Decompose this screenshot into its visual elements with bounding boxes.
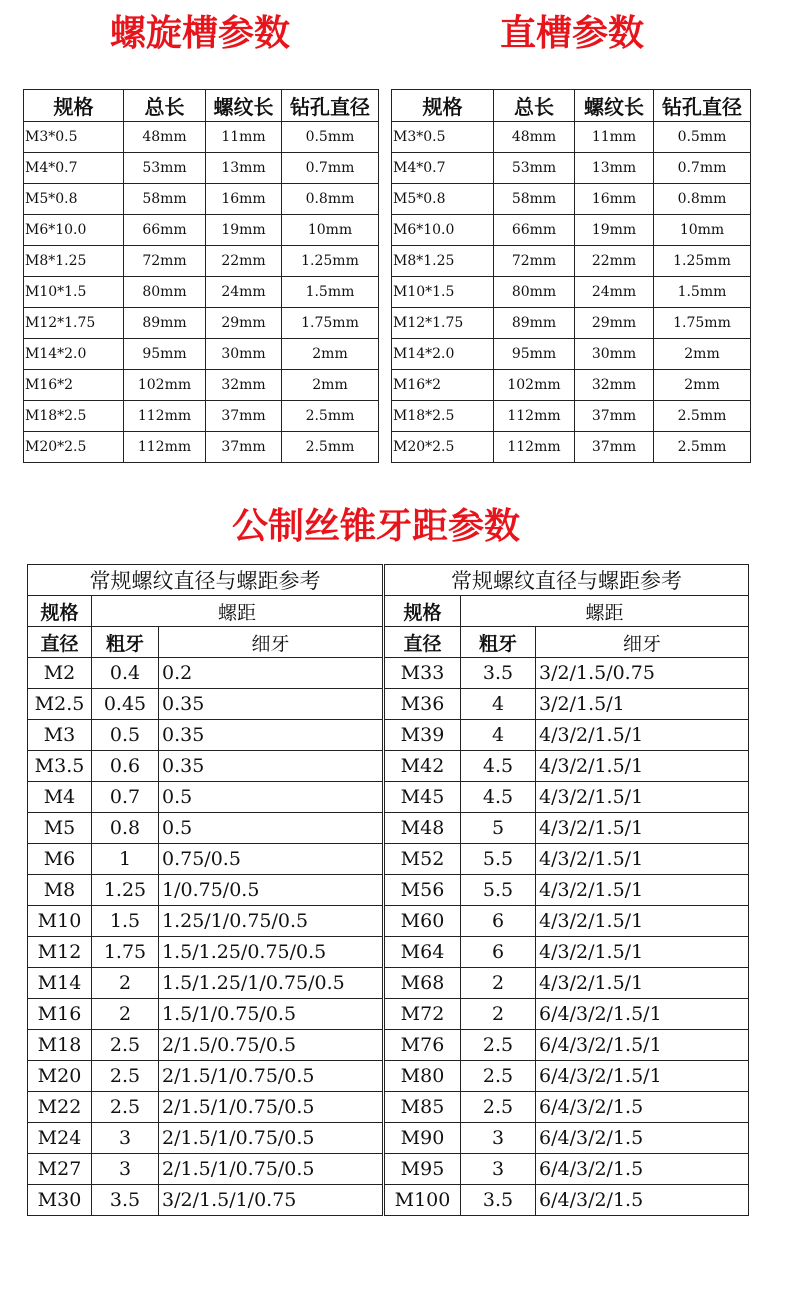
drill-diameter-cell: 2mm: [282, 370, 379, 401]
diameter-label: 直径: [28, 627, 92, 658]
drill-diameter-cell: 0.5mm: [282, 122, 379, 153]
header-spec: 规格: [392, 90, 494, 122]
fine-pitch-cell: 4/3/2/1.5/1: [536, 844, 749, 875]
pitch-table-title: 常规螺纹直径与螺距参考: [385, 565, 749, 596]
total-length-cell: 66mm: [124, 215, 206, 246]
spec-cell: M8*1.25: [24, 246, 124, 277]
total-length-cell: 58mm: [124, 184, 206, 215]
coarse-pitch-cell: 2.5: [92, 1030, 159, 1061]
diameter-cell: M27: [28, 1154, 92, 1185]
total-length-cell: 112mm: [124, 401, 206, 432]
thread-length-cell: 32mm: [206, 370, 282, 401]
pitch-table-title: 常规螺纹直径与螺距参考: [28, 565, 383, 596]
table-row: [24, 401, 379, 432]
coarse-pitch-cell: 2.5: [461, 1092, 536, 1123]
table-row: [28, 813, 383, 844]
diameter-cell: M10: [28, 906, 92, 937]
thread-length-cell: 30mm: [575, 339, 654, 370]
total-length-cell: 102mm: [124, 370, 206, 401]
spec-cell: M6*10.0: [392, 215, 494, 246]
pitch-table-left: [27, 564, 383, 1216]
coarse-pitch-cell: 2: [461, 999, 536, 1030]
total-length-cell: 102mm: [494, 370, 575, 401]
diameter-label: 直径: [385, 627, 461, 658]
diameter-cell: M36: [385, 689, 461, 720]
table-row: [385, 1123, 749, 1154]
drill-diameter-cell: 0.7mm: [282, 153, 379, 184]
fine-pitch-cell: 4/3/2/1.5/1: [536, 906, 749, 937]
thread-length-cell: 19mm: [206, 215, 282, 246]
table-row: [24, 370, 379, 401]
fine-pitch-cell: 4/3/2/1.5/1: [536, 751, 749, 782]
table-row: [28, 782, 383, 813]
total-length-cell: 95mm: [494, 339, 575, 370]
spec-cell: M20*2.5: [392, 432, 494, 463]
table-row: [28, 1030, 383, 1061]
table-row: [24, 153, 379, 184]
spec-cell: M12*1.75: [392, 308, 494, 339]
total-length-cell: 80mm: [494, 277, 575, 308]
coarse-pitch-cell: 1: [92, 844, 159, 875]
fine-pitch-cell: 0.35: [159, 751, 383, 782]
coarse-pitch-cell: 6: [461, 937, 536, 968]
table-row: [28, 1185, 383, 1216]
straight-flute-title: 直槽参数: [500, 13, 645, 54]
thread-length-cell: 22mm: [575, 246, 654, 277]
straight-flute-table: [391, 89, 751, 463]
table-row: [24, 215, 379, 246]
thread-length-cell: 22mm: [206, 246, 282, 277]
diameter-cell: M8: [28, 875, 92, 906]
header-total-length: 总长: [124, 90, 206, 122]
fine-pitch-cell: 0.35: [159, 689, 383, 720]
table-row: [28, 906, 383, 937]
table-row: [392, 370, 751, 401]
total-length-cell: 112mm: [494, 401, 575, 432]
table-row: [392, 184, 751, 215]
fine-pitch-cell: 4/3/2/1.5/1: [536, 720, 749, 751]
fine-pitch-cell: 3/2/1.5/0.75: [536, 658, 749, 689]
table-row: [28, 968, 383, 999]
table-row: [24, 432, 379, 463]
table-row: [28, 937, 383, 968]
table-row: [392, 153, 751, 184]
spec-cell: M3*0.5: [392, 122, 494, 153]
table-row: [385, 813, 749, 844]
pitch-label: 螺距: [92, 596, 383, 627]
table-row: [28, 844, 383, 875]
spec-cell: M10*1.5: [392, 277, 494, 308]
fine-pitch-cell: 2/1.5/1/0.75/0.5: [159, 1123, 383, 1154]
fine-pitch-cell: 0.35: [159, 720, 383, 751]
total-length-cell: 72mm: [124, 246, 206, 277]
table-row: [28, 1154, 383, 1185]
coarse-pitch-cell: 3: [461, 1123, 536, 1154]
thread-length-cell: 24mm: [575, 277, 654, 308]
table-row: [28, 658, 383, 689]
coarse-pitch-cell: 0.4: [92, 658, 159, 689]
diameter-cell: M39: [385, 720, 461, 751]
spec-cell: M8*1.25: [392, 246, 494, 277]
drill-diameter-cell: 0.8mm: [282, 184, 379, 215]
drill-diameter-cell: 2.5mm: [282, 401, 379, 432]
total-length-cell: 112mm: [494, 432, 575, 463]
thread-length-cell: 30mm: [206, 339, 282, 370]
thread-length-cell: 37mm: [206, 401, 282, 432]
total-length-cell: 89mm: [124, 308, 206, 339]
spec-cell: M14*2.0: [24, 339, 124, 370]
drill-diameter-cell: 0.5mm: [654, 122, 751, 153]
diameter-cell: M4: [28, 782, 92, 813]
drill-diameter-cell: 10mm: [282, 215, 379, 246]
table-row: [28, 1092, 383, 1123]
table-row: [28, 999, 383, 1030]
table-row: [392, 277, 751, 308]
header-thread-length: 螺纹长: [575, 90, 654, 122]
fine-pitch-cell: 1.5/1.25/1/0.75/0.5: [159, 968, 383, 999]
diameter-cell: M85: [385, 1092, 461, 1123]
fine-pitch-cell: 1.5/1/0.75/0.5: [159, 999, 383, 1030]
fine-pitch-cell: 6/4/3/2/1.5/1: [536, 1030, 749, 1061]
pitch-table-right: [384, 564, 749, 1216]
coarse-label: 粗牙: [92, 627, 159, 658]
fine-pitch-cell: 1/0.75/0.5: [159, 875, 383, 906]
table-row: [385, 782, 749, 813]
fine-pitch-cell: 4/3/2/1.5/1: [536, 875, 749, 906]
table-row: [392, 339, 751, 370]
coarse-pitch-cell: 1.25: [92, 875, 159, 906]
thread-length-cell: 19mm: [575, 215, 654, 246]
diameter-cell: M14: [28, 968, 92, 999]
fine-pitch-cell: 1.5/1.25/0.75/0.5: [159, 937, 383, 968]
diameter-cell: M90: [385, 1123, 461, 1154]
drill-diameter-cell: 2.5mm: [282, 432, 379, 463]
drill-diameter-cell: 2.5mm: [654, 401, 751, 432]
table-row: [385, 906, 749, 937]
spec-label: 规格: [28, 596, 92, 627]
coarse-pitch-cell: 2.5: [92, 1061, 159, 1092]
fine-pitch-cell: 2/1.5/1/0.75/0.5: [159, 1154, 383, 1185]
table-row: [385, 751, 749, 782]
total-length-cell: 72mm: [494, 246, 575, 277]
thread-length-cell: 29mm: [575, 308, 654, 339]
coarse-pitch-cell: 0.6: [92, 751, 159, 782]
drill-diameter-cell: 2mm: [654, 339, 751, 370]
coarse-pitch-cell: 2: [92, 968, 159, 999]
diameter-cell: M12: [28, 937, 92, 968]
coarse-pitch-cell: 3.5: [461, 1185, 536, 1216]
fine-pitch-cell: 6/4/3/2/1.5: [536, 1123, 749, 1154]
header-thread-length: 螺纹长: [206, 90, 282, 122]
spec-cell: M18*2.5: [392, 401, 494, 432]
table-row: [28, 689, 383, 720]
table-row: [385, 658, 749, 689]
table-row: [385, 1185, 749, 1216]
diameter-cell: M2.5: [28, 689, 92, 720]
table-row: [385, 968, 749, 999]
table-row: [385, 937, 749, 968]
table-row: [24, 122, 379, 153]
diameter-cell: M48: [385, 813, 461, 844]
total-length-cell: 48mm: [124, 122, 206, 153]
table-row: [24, 246, 379, 277]
fine-pitch-cell: 3/2/1.5/1/0.75: [159, 1185, 383, 1216]
total-length-cell: 48mm: [494, 122, 575, 153]
coarse-pitch-cell: 4: [461, 720, 536, 751]
drill-diameter-cell: 1.25mm: [282, 246, 379, 277]
table-row: [392, 246, 751, 277]
coarse-label: 粗牙: [461, 627, 536, 658]
fine-label: 细牙: [536, 627, 749, 658]
coarse-pitch-cell: 4: [461, 689, 536, 720]
spec-cell: M4*0.7: [392, 153, 494, 184]
spec-cell: M4*0.7: [24, 153, 124, 184]
thread-length-cell: 13mm: [206, 153, 282, 184]
thread-length-cell: 32mm: [575, 370, 654, 401]
diameter-cell: M18: [28, 1030, 92, 1061]
coarse-pitch-cell: 6: [461, 906, 536, 937]
coarse-pitch-cell: 1.75: [92, 937, 159, 968]
metric-pitch-title: 公制丝锥牙距参数: [232, 506, 521, 547]
table-row: [24, 277, 379, 308]
table-row: [24, 308, 379, 339]
coarse-pitch-cell: 4.5: [461, 751, 536, 782]
spiral-flute-title: 螺旋槽参数: [110, 13, 291, 54]
coarse-pitch-cell: 2.5: [92, 1092, 159, 1123]
thread-length-cell: 11mm: [206, 122, 282, 153]
total-length-cell: 58mm: [494, 184, 575, 215]
coarse-pitch-cell: 4.5: [461, 782, 536, 813]
drill-diameter-cell: 0.7mm: [654, 153, 751, 184]
table-row: [385, 1092, 749, 1123]
header-drill-diameter: 钻孔直径: [654, 90, 751, 122]
fine-pitch-cell: 4/3/2/1.5/1: [536, 968, 749, 999]
table-row: [385, 1154, 749, 1185]
coarse-pitch-cell: 2: [92, 999, 159, 1030]
fine-pitch-cell: 6/4/3/2/1.5: [536, 1154, 749, 1185]
coarse-pitch-cell: 1.5: [92, 906, 159, 937]
fine-pitch-cell: 4/3/2/1.5/1: [536, 782, 749, 813]
fine-pitch-cell: 0.5: [159, 782, 383, 813]
fine-pitch-cell: 0.5: [159, 813, 383, 844]
table-row: [385, 844, 749, 875]
table-row: [385, 1061, 749, 1092]
fine-pitch-cell: 0.2: [159, 658, 383, 689]
diameter-cell: M33: [385, 658, 461, 689]
thread-length-cell: 29mm: [206, 308, 282, 339]
diameter-cell: M5: [28, 813, 92, 844]
coarse-pitch-cell: 5.5: [461, 844, 536, 875]
diameter-cell: M2: [28, 658, 92, 689]
drill-diameter-cell: 1.75mm: [654, 308, 751, 339]
coarse-pitch-cell: 0.5: [92, 720, 159, 751]
drill-diameter-cell: 2mm: [282, 339, 379, 370]
spec-cell: M12*1.75: [24, 308, 124, 339]
fine-pitch-cell: 1.25/1/0.75/0.5: [159, 906, 383, 937]
coarse-pitch-cell: 3: [461, 1154, 536, 1185]
diameter-cell: M20: [28, 1061, 92, 1092]
spec-cell: M20*2.5: [24, 432, 124, 463]
fine-pitch-cell: 2/1.5/1/0.75/0.5: [159, 1061, 383, 1092]
diameter-cell: M76: [385, 1030, 461, 1061]
thread-length-cell: 37mm: [206, 432, 282, 463]
spec-label: 规格: [385, 596, 461, 627]
coarse-pitch-cell: 3: [92, 1123, 159, 1154]
thread-length-cell: 16mm: [206, 184, 282, 215]
thread-length-cell: 13mm: [575, 153, 654, 184]
pitch-label: 螺距: [461, 596, 749, 627]
fine-pitch-cell: 6/4/3/2/1.5/1: [536, 1061, 749, 1092]
fine-pitch-cell: 2/1.5/1/0.75/0.5: [159, 1092, 383, 1123]
thread-length-cell: 37mm: [575, 401, 654, 432]
table-row: [385, 875, 749, 906]
spec-cell: M18*2.5: [24, 401, 124, 432]
fine-pitch-cell: 6/4/3/2/1.5/1: [536, 999, 749, 1030]
diameter-cell: M95: [385, 1154, 461, 1185]
thread-length-cell: 11mm: [575, 122, 654, 153]
fine-label: 细牙: [159, 627, 383, 658]
coarse-pitch-cell: 0.45: [92, 689, 159, 720]
spiral-flute-table: [23, 89, 379, 463]
diameter-cell: M6: [28, 844, 92, 875]
thread-length-cell: 37mm: [575, 432, 654, 463]
drill-diameter-cell: 10mm: [654, 215, 751, 246]
diameter-cell: M52: [385, 844, 461, 875]
total-length-cell: 80mm: [124, 277, 206, 308]
coarse-pitch-cell: 3.5: [92, 1185, 159, 1216]
header-total-length: 总长: [494, 90, 575, 122]
thread-length-cell: 24mm: [206, 277, 282, 308]
spec-cell: M14*2.0: [392, 339, 494, 370]
spec-cell: M5*0.8: [24, 184, 124, 215]
drill-diameter-cell: 1.75mm: [282, 308, 379, 339]
diameter-cell: M80: [385, 1061, 461, 1092]
total-length-cell: 66mm: [494, 215, 575, 246]
diameter-cell: M3: [28, 720, 92, 751]
table-row: [28, 1123, 383, 1154]
table-row: [392, 401, 751, 432]
diameter-cell: M56: [385, 875, 461, 906]
fine-pitch-cell: 0.75/0.5: [159, 844, 383, 875]
coarse-pitch-cell: 3.5: [461, 658, 536, 689]
spec-cell: M16*2: [392, 370, 494, 401]
coarse-pitch-cell: 0.7: [92, 782, 159, 813]
fine-pitch-cell: 6/4/3/2/1.5: [536, 1092, 749, 1123]
diameter-cell: M30: [28, 1185, 92, 1216]
table-row: [28, 720, 383, 751]
table-row: [392, 215, 751, 246]
total-length-cell: 53mm: [124, 153, 206, 184]
table-row: [24, 339, 379, 370]
drill-diameter-cell: 1.5mm: [654, 277, 751, 308]
drill-diameter-cell: 1.5mm: [282, 277, 379, 308]
total-length-cell: 89mm: [494, 308, 575, 339]
fine-pitch-cell: 4/3/2/1.5/1: [536, 937, 749, 968]
fine-pitch-cell: 4/3/2/1.5/1: [536, 813, 749, 844]
coarse-pitch-cell: 2.5: [461, 1061, 536, 1092]
coarse-pitch-cell: 0.8: [92, 813, 159, 844]
spec-cell: M16*2: [24, 370, 124, 401]
spec-cell: M10*1.5: [24, 277, 124, 308]
diameter-cell: M42: [385, 751, 461, 782]
table-row: [28, 751, 383, 782]
diameter-cell: M68: [385, 968, 461, 999]
table-row: [385, 1030, 749, 1061]
diameter-cell: M24: [28, 1123, 92, 1154]
drill-diameter-cell: 0.8mm: [654, 184, 751, 215]
diameter-cell: M22: [28, 1092, 92, 1123]
table-row: [28, 875, 383, 906]
coarse-pitch-cell: 5: [461, 813, 536, 844]
table-row: [385, 999, 749, 1030]
drill-diameter-cell: 2mm: [654, 370, 751, 401]
table-row: [392, 308, 751, 339]
table-row: [392, 122, 751, 153]
drill-diameter-cell: 2.5mm: [654, 432, 751, 463]
coarse-pitch-cell: 3: [92, 1154, 159, 1185]
diameter-cell: M100: [385, 1185, 461, 1216]
diameter-cell: M60: [385, 906, 461, 937]
fine-pitch-cell: 3/2/1.5/1: [536, 689, 749, 720]
total-length-cell: 112mm: [124, 432, 206, 463]
coarse-pitch-cell: 2.5: [461, 1030, 536, 1061]
table-row: [28, 1061, 383, 1092]
fine-pitch-cell: 2/1.5/0.75/0.5: [159, 1030, 383, 1061]
header-spec: 规格: [24, 90, 124, 122]
fine-pitch-cell: 6/4/3/2/1.5: [536, 1185, 749, 1216]
spec-cell: M3*0.5: [24, 122, 124, 153]
coarse-pitch-cell: 5.5: [461, 875, 536, 906]
total-length-cell: 53mm: [494, 153, 575, 184]
coarse-pitch-cell: 2: [461, 968, 536, 999]
table-row: [385, 689, 749, 720]
spec-cell: M5*0.8: [392, 184, 494, 215]
thread-length-cell: 16mm: [575, 184, 654, 215]
table-row: [24, 184, 379, 215]
diameter-cell: M3.5: [28, 751, 92, 782]
drill-diameter-cell: 1.25mm: [654, 246, 751, 277]
spec-cell: M6*10.0: [24, 215, 124, 246]
diameter-cell: M16: [28, 999, 92, 1030]
diameter-cell: M64: [385, 937, 461, 968]
total-length-cell: 95mm: [124, 339, 206, 370]
diameter-cell: M45: [385, 782, 461, 813]
table-row: [385, 720, 749, 751]
header-drill-diameter: 钻孔直径: [282, 90, 379, 122]
diameter-cell: M72: [385, 999, 461, 1030]
table-row: [392, 432, 751, 463]
